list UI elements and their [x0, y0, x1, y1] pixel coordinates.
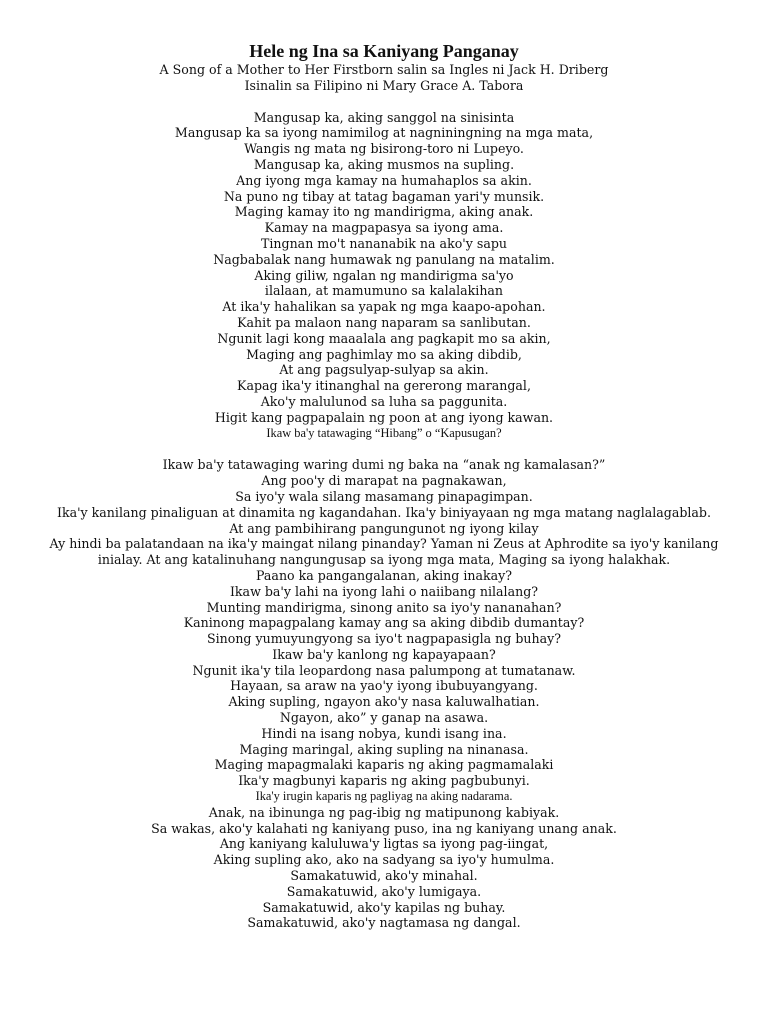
poem-line: Mangusap ka, aking musmos na supling. — [253, 156, 515, 172]
poem-line: Mangusap ka, aking sanggol na sinisinta — [253, 109, 515, 125]
poem-line: Ngayon, ako” y ganap na asawa. — [279, 710, 489, 726]
poem-line: Maging kamay ito ng mandirigma, aking anak. — [234, 204, 534, 220]
document-page — [0, 40, 768, 931]
poem-line: Sa iyo'y wala silang masamang pinapagimpan. — [235, 488, 533, 504]
poem-line: ilalaan, at mamumuno sa kalalakihan — [264, 283, 504, 299]
poem-line: Ika'y magbunyi kaparis ng aking pagbubunyi. — [238, 773, 530, 789]
poem-line: At ang pagsulyap-sulyap sa akin. — [279, 362, 489, 378]
poem-line: Ika'y irugin kaparis ng pagliyag na aking nadarama. — [255, 789, 513, 804]
poem-line: Samakatuwid, ako'y minahal. — [290, 868, 478, 884]
poem-line: Tingnan mo't nananabik na ako'y sapu — [260, 235, 508, 251]
poem-line: Hindi na isang nobya, kundi isang ina. — [261, 725, 507, 741]
poem-line: Kamay na magpapasya sa iyong ama. — [264, 220, 504, 236]
poem-line: Wangis ng mata ng bisirong-toro ni Lupeyo. — [244, 141, 524, 157]
poem-line: Ay hindi ba palatandaan na ika'y maingat nilang pinanday? Yaman ni Zeus at Aphrodite sa iyo'y kanilang inialay. At ang katalinuhang nangungusap sa iyong mga mata, Maging sa iyong halakhak. — [49, 536, 719, 568]
poem-line: Ang poo'y di marapat na pagnakawan, — [261, 473, 507, 489]
poem-line: Sinong yumuyungyong sa iyo't nagpapasigla ng buhay? — [206, 631, 562, 647]
poem-line: Munting mandirigma, sinong anito sa iyo'y nananahan? — [206, 599, 562, 615]
poem-line: Higit kang pagpapalain ng poon at ang iyong kawan. — [214, 409, 554, 425]
poem-line: Kaninong mapagpalang kamay ang sa aking dibdib dumantay? — [183, 615, 585, 631]
poem-line: Ngunit ika'y tila leopardong nasa palumpong at tumatanaw. — [192, 662, 576, 678]
poem-line: Ikaw ba'y tatawaging waring dumi ng baka na “anak ng kamalasan?” — [162, 457, 606, 473]
poem-line: Maging mapagmalaki kaparis ng aking pagmamalaki — [214, 757, 554, 773]
poem-line: At ika'y hahalikan sa yapak ng mga kaapo-apohan. — [222, 299, 546, 315]
poem-line: Na puno ng tibay at tatag bagaman yari'y munsik. — [223, 188, 545, 204]
poem-line: Hayaan, sa araw na yao'y iyong ibubuyangyang. — [230, 678, 538, 694]
poem-title: Hele ng Ina sa Kaniyang Panganay — [249, 41, 519, 61]
poem-line: Ika'y kanilang pinaliguan at dinamita ng kagandahan. Ika'y biniyayaan ng mga matang naglalagablab. — [56, 504, 712, 520]
poem-line: Anak, na ibinunga ng pag-ibig ng matipunong kabiyak. — [208, 804, 560, 820]
poem-line: Ako'y malulunod sa luha sa paggunita. — [260, 393, 508, 409]
poem-line: Ikaw ba'y kanlong ng kapayapaan? — [272, 646, 496, 662]
poem-line: Sa wakas, ako'y kalahati ng kaniyang puso, ina ng kaniyang unang anak. — [151, 820, 617, 836]
poem-line: Aking supling ako, ako na sadyang sa iyo'y humulma. — [213, 852, 555, 868]
poem-line: Samakatuwid, ako'y nagtamasa ng dangal. — [247, 915, 521, 931]
poem-line: Ang iyong mga kamay na humahaplos sa akin. — [236, 172, 532, 188]
poem-line: Samakatuwid, ako'y lumigaya. — [286, 883, 482, 899]
poem-line: Nagbabalak nang humawak ng panulang na matalim. — [213, 251, 555, 267]
stanza-2 — [0, 457, 768, 931]
poem-line: Aking supling, ngayon ako'y nasa kaluwalhatian. — [228, 694, 540, 710]
poem-line: Mangusap ka sa iyong namimilog at nagniningning na mga mata, — [174, 125, 594, 141]
subtitle-translation-english: A Song of a Mother to Her Firstborn salin sa Ingles ni Jack H. Driberg — [159, 62, 609, 77]
poem-line: Maging ang paghimlay mo sa aking dibdib, — [246, 346, 522, 362]
poem-line: Paano ka pangangalanan, aking inakay? — [256, 567, 512, 583]
poem-line: Ang kaniyang kaluluwa'y ligtas sa iyong pag-iingat, — [219, 836, 549, 852]
poem-line: Samakatuwid, ako'y kapilas ng buhay. — [262, 899, 506, 915]
poem-line: At ang pambihirang pangungunot ng iyong kilay — [229, 520, 539, 536]
poem-line: Ikaw ba'y lahi na iyong lahi o naiibang nilalang? — [229, 583, 539, 599]
poem-line: Ngunit lagi kong maaalala ang pagkapit mo sa akin, — [217, 330, 551, 346]
subtitle-translation-filipino: Isinalin sa Filipino ni Mary Grace A. Tabora — [244, 77, 524, 93]
poem-line: Maging maringal, aking supling na ninanasa. — [239, 741, 529, 757]
poem-line: Kapag ika'y itinanghal na gererong marangal, — [237, 378, 531, 394]
poem-line: Kahit pa malaon nang naparam sa sanlibutan. — [237, 314, 531, 330]
poem-line: Ikaw ba'y tatawaging “Hibang” o “Kapusugan? — [266, 425, 502, 440]
stanza-1 — [0, 110, 768, 442]
poem-line: Aking giliw, ngalan ng mandirigma sa'yo — [254, 267, 514, 283]
